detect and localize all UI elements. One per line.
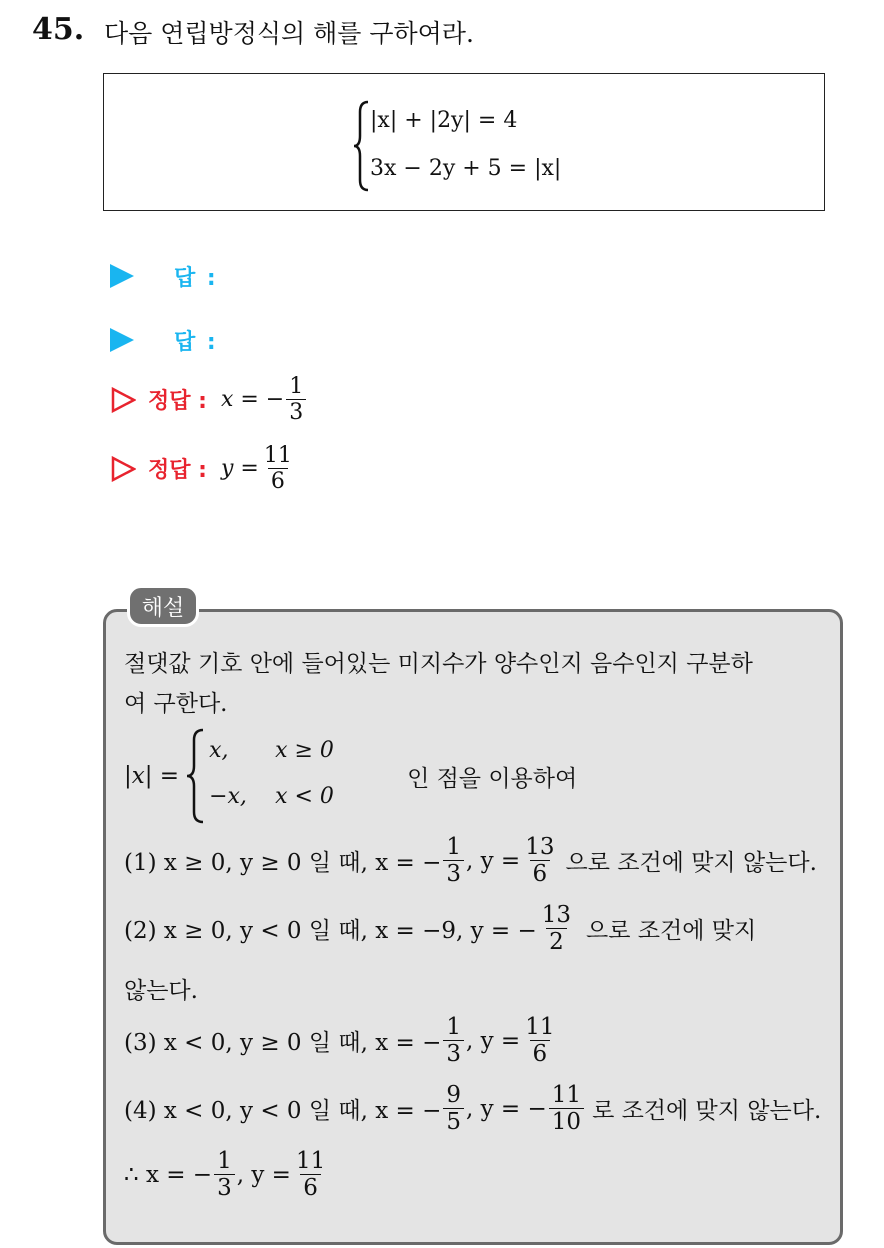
explanation-tab: 해설: [127, 585, 199, 627]
case-1-condition: x ≥ 0: [275, 738, 334, 763]
equation-box: [103, 73, 825, 211]
play-triangle-icon: [110, 328, 134, 352]
abs-tail: 인 점을 이용하여: [407, 765, 578, 792]
solution-x: x = − $\frac{1}{3}$: [221, 374, 308, 426]
case-1-value: x,: [209, 738, 229, 763]
left-brace-icon: [352, 100, 370, 192]
outline-triangle-icon: [110, 456, 136, 482]
case-3-line: (3) x < 0, y ≥ 0 일 때, x = − $\frac{1}{3}$ , y = $\frac{11}{6}$: [124, 1014, 555, 1068]
case-2-value: −x,: [209, 784, 247, 809]
solution-row-2: [110, 443, 297, 495]
solution-y: y = $\frac{11}{6}$: [220, 443, 292, 495]
abs-definition: [124, 728, 577, 824]
case-2-continuation: 않는다.: [124, 978, 198, 1004]
equation-2: 3x − 2y + 5 = |x|: [370, 156, 562, 181]
answer-row-2: [110, 320, 218, 360]
question-number: 45.: [32, 12, 85, 47]
final-answer-line: ∴ x = − $\frac{1}{3}$ , y = $\frac{11}{6}$: [124, 1148, 326, 1202]
solution-label: 정답 :: [148, 458, 207, 484]
abs-lhs: |x| =: [124, 763, 180, 789]
explanation-line-2: 여 구한다.: [124, 691, 228, 717]
case-2-condition: x < 0: [275, 784, 334, 809]
case-2-line: (2) x ≥ 0, y < 0 일 때, x = −9, y = − $\frac{13}{2}$ 으로 조건에 맞지: [124, 902, 757, 956]
outline-triangle-icon: [110, 387, 136, 413]
answer-label: 답 :: [174, 265, 218, 291]
question-text: 다음 연립방정식의 해를 구하여라.: [104, 19, 474, 48]
case-1-line: (1) x ≥ 0, y ≥ 0 일 때, x = − $\frac{1}{3}$ , y = $\frac{13}{6}$ 으로 조건에 맞지 않는다.: [124, 834, 817, 888]
answer-row-1: [110, 256, 218, 296]
solution-label: 정답 :: [148, 389, 207, 415]
answer-label: 답 :: [174, 329, 218, 355]
left-brace-icon: [185, 728, 205, 824]
explanation-line-1: 절댓값 기호 안에 들어있는 미지수가 양수인지 음수인지 구분하: [124, 651, 753, 677]
play-triangle-icon: [110, 264, 134, 288]
equation-1: |x| + |2y| = 4: [370, 108, 518, 133]
solution-row-1: [110, 374, 308, 426]
case-4-line: (4) x < 0, y < 0 일 때, x = − $\frac{9}{5}$ , y = − $\frac{11}{10}$ 로 조건에 맞지 않는다.: [124, 1082, 822, 1136]
